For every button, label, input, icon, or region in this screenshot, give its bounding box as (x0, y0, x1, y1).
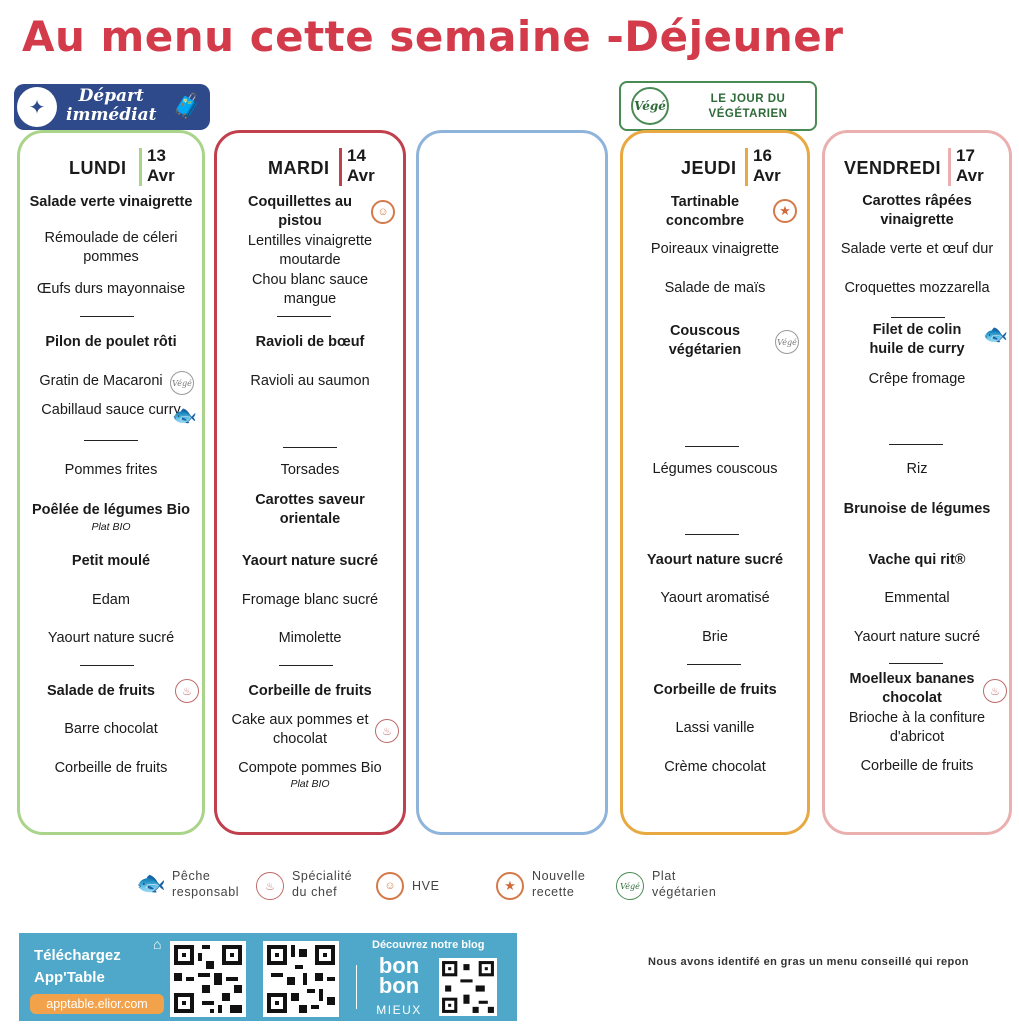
menu-item: Crème chocolat (664, 759, 766, 775)
divider (80, 316, 134, 317)
menu-item: Légumes couscous (652, 461, 778, 477)
menu-item: Pilon de poulet rôti (45, 334, 177, 350)
day-name: VENDREDI (844, 158, 942, 178)
vege-icon: Végé (631, 87, 669, 125)
banner-line2: App'Table (34, 969, 105, 986)
menu-item-note: Plat BIO (290, 778, 330, 790)
chef-hat-icon: ♨ (983, 679, 1007, 703)
footer-note: Nous avons identifé en gras un menu conseillé qui repon (648, 956, 969, 968)
day-header (20, 146, 202, 190)
day-column-mercredi (416, 130, 608, 835)
menu-item: Lentilles vinaigrette moutarde (247, 233, 373, 268)
legend-label: du chef (292, 885, 338, 899)
vegetarian-day-badge (619, 81, 817, 131)
menu-item: Rémoulade de céleri pommes (44, 230, 178, 265)
divider (687, 664, 741, 665)
day-column-jeudi (620, 130, 810, 835)
chef-hat-icon: ♨ (375, 719, 399, 743)
day-header (623, 146, 807, 190)
fish-icon: 🐟 (983, 324, 1008, 346)
divider (277, 316, 331, 317)
app-store-icon: ⌂ (153, 936, 162, 952)
menu-item: Brie (702, 629, 728, 645)
menu-item: Brioche à la confiture d'abricot (848, 710, 986, 745)
sparkle-icon: ✦ (17, 87, 57, 127)
qr-code-icon[interactable] (439, 958, 497, 1016)
menu-item: Cake aux pommes et chocolat (231, 712, 369, 747)
chef-hat-icon: ♨ (175, 679, 199, 703)
day-divider (948, 148, 951, 186)
day-name: JEUDI (681, 158, 737, 178)
divider (889, 444, 943, 445)
depart-line2: immédiat (66, 105, 157, 125)
depart-line1: Départ (78, 86, 144, 106)
page-title: Au menu cette semaine -Déjeuner (22, 12, 844, 61)
menu-item: Salade de maïs (664, 280, 766, 296)
day-divider (339, 148, 342, 186)
vege-icon: Végé (170, 371, 194, 395)
hve-icon: ☺ (376, 872, 404, 900)
menu-item: Lassi vanille (675, 720, 755, 736)
vegeday-line2: VÉGÉTARIEN (708, 108, 788, 120)
menu-item: Gratin de Macaroni (39, 373, 163, 389)
hve-icon: ☺ (371, 200, 395, 224)
day-name: MARDI (268, 158, 330, 178)
qr-code-icon[interactable] (170, 941, 246, 1017)
mieux-label: MIEUX (376, 1003, 422, 1017)
vege-icon: Végé (616, 872, 644, 900)
day-month: Avr (147, 166, 175, 185)
legend-label: végétarien (652, 885, 717, 899)
menu-item: Barre chocolat (64, 721, 158, 737)
legend-label: Spécialité (292, 869, 353, 883)
menu-item: Tartinable concombre (665, 194, 745, 229)
menu-item: Torsades (280, 462, 340, 478)
menu-item: Couscous végétarien (668, 323, 742, 358)
bonbon-logo: bon bon (378, 953, 420, 998)
divider (356, 965, 357, 1009)
divider (685, 534, 739, 535)
menu-item: Corbeille de fruits (653, 682, 777, 698)
qr-code-icon[interactable] (263, 941, 339, 1017)
star-icon: ★ (773, 199, 797, 223)
star-icon: ★ (496, 872, 524, 900)
menu-item: Emmental (884, 590, 950, 606)
menu-item: Brunoise de légumes (843, 501, 991, 517)
legend-label: Nouvelle (532, 869, 586, 883)
menu-item: Poêlée de légumes Bio (32, 502, 190, 518)
menu-item: Croquettes mozzarella (844, 280, 990, 296)
divider (84, 440, 138, 441)
legend-label: recette (532, 885, 575, 899)
menu-item-note: Plat BIO (91, 521, 131, 533)
menu-item: Yaourt nature sucré (241, 553, 379, 569)
menu-item: Mimolette (278, 630, 342, 646)
menu-item: Riz (906, 461, 928, 477)
banner-line1: Téléchargez (34, 947, 121, 964)
menu-item: Vache qui rit® (868, 552, 966, 568)
day-header (217, 146, 403, 190)
menu-item: Salade verte et œuf dur (840, 241, 994, 257)
day-name: LUNDI (69, 158, 127, 178)
day-divider (139, 148, 142, 186)
app-banner (19, 933, 517, 1021)
divider (80, 665, 134, 666)
divider (283, 447, 337, 448)
vege-icon: Végé (775, 330, 799, 354)
day-number: 17 (956, 146, 975, 165)
menu-item: Ravioli de bœuf (255, 334, 365, 350)
chef-hat-icon: ♨ (256, 872, 284, 900)
menu-item: Corbeille de fruits (248, 683, 372, 699)
day-number: 14 (347, 146, 366, 165)
day-month: Avr (347, 166, 375, 185)
menu-item: Crêpe fromage (868, 371, 966, 387)
menu-item: Cabillaud sauce curry (41, 402, 181, 418)
fish-icon: 🐟 (136, 870, 166, 897)
menu-item: Edam (92, 592, 130, 608)
divider (889, 663, 943, 664)
travel-bag-icon: 🧳 (172, 93, 202, 120)
menu-item: Filet de colin huile de curry (869, 322, 965, 357)
divider (279, 665, 333, 666)
menu-item: Corbeille de fruits (860, 758, 974, 774)
menu-item: Moelleux bananes chocolat (849, 671, 975, 706)
menu-item: Compote pommes Bio (238, 760, 382, 776)
menu-item: Yaourt nature sucré (646, 552, 784, 568)
legend-label: Pêche (172, 869, 211, 883)
menu-item: Corbeille de fruits (54, 760, 168, 776)
menu-item: Coquillettes au pistou (248, 194, 352, 229)
menu-item: Œufs durs mayonnaise (36, 281, 186, 297)
day-divider (745, 148, 748, 186)
divider (891, 317, 945, 318)
day-month: Avr (753, 166, 781, 185)
menu-item: Petit moulé (71, 553, 151, 569)
menu-item: Carottes râpées vinaigrette (862, 193, 972, 228)
legend-label: HVE (412, 879, 440, 893)
vegeday-line1: LE JOUR DU (710, 93, 786, 105)
day-column-vendredi (822, 130, 1012, 835)
blog-label: Découvrez notre blog (372, 939, 485, 951)
day-column-mardi (214, 130, 406, 835)
menu-item: Yaourt aromatisé (660, 590, 770, 606)
menu-item: Carottes saveur orientale (255, 492, 365, 527)
day-month: Avr (956, 166, 984, 185)
menu-item: Yaourt nature sucré (853, 629, 981, 645)
menu-item: Ravioli au saumon (250, 373, 370, 389)
depart-immediat-badge (14, 84, 210, 130)
menu-item: Chou blanc sauce mangue (251, 272, 369, 307)
menu-item: Fromage blanc sucré (241, 592, 379, 608)
day-number: 16 (753, 146, 772, 165)
fish-icon: 🐟 (172, 405, 197, 427)
menu-item: Salade de fruits (47, 683, 155, 699)
day-column-lundi (17, 130, 205, 835)
menu-item: Poireaux vinaigrette (650, 241, 780, 257)
day-number: 13 (147, 146, 166, 165)
apptable-link[interactable]: apptable.elior.com (30, 994, 164, 1014)
legend-label: Plat (652, 869, 676, 883)
menu-item: Yaourt nature sucré (47, 630, 175, 646)
menu-item: Salade verte vinaigrette (29, 194, 193, 210)
menu-item: Pommes frites (64, 462, 158, 478)
divider (685, 446, 739, 447)
legend-label: responsabl (172, 885, 240, 899)
day-header (825, 146, 1009, 190)
